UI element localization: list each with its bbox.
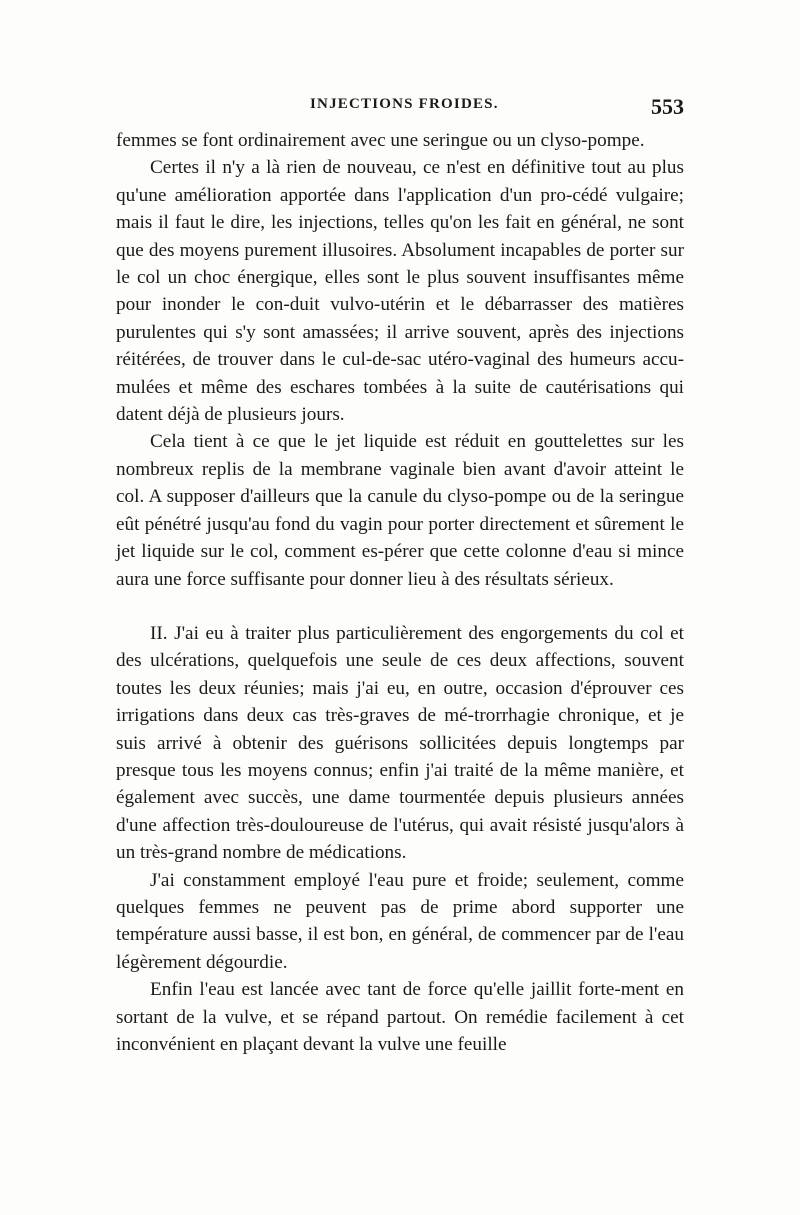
paragraph-3: Cela tient à ce que le jet liquide est réduit en gouttelettes sur les nombreux replis de la membrane vaginale bien avant d'avoir atteint le col. A supposer d'ailleurs que la canule du clyso-pompe ou de la seringue eût pénétré jusqu'au fond du vagin pour porter directement et sûrement le jet liquide sur le col, comment es-pérer que cette colonne d'eau si mince aura une force suffisante pour donner lieu à des résultats sérieux.	[116, 431, 684, 590]
paragraph-5: J'ai constamment employé l'eau pure et froide; seulement, comme quelques femmes ne peuvent pas de prime abord supporter une température aussi basse, il est bon, en général, de commencer par de l'eau légèrement dégourdie.	[116, 869, 684, 973]
section-break	[116, 593, 684, 620]
running-title: INJECTIONS FROIDES.	[310, 96, 499, 112]
page-number: 553	[651, 94, 684, 119]
body-text	[116, 127, 684, 1058]
running-header	[116, 96, 684, 120]
paragraph-6: Enfin l'eau est lancée avec tant de force qu'elle jaillit forte-ment en sortant de la vulve, et se répand partout. On remédie facilement à cet inconvénient en plaçant devant la vulve une feuille	[116, 979, 684, 1055]
paragraph-2: Certes il n'y a là rien de nouveau, ce n'est en définitive tout au plus qu'une amélioration apportée dans l'application d'un pro-cédé vulgaire; mais il faut le dire, les injections, telles qu'on les fait en général, ne sont que des moyens purement illusoires. Absolument incapables de porter sur le col un choc énergique, elles sont le plus souvent insuffisantes même pour inonder le con-duit vulvo-utérin et le débarrasser des matières purulentes qui s'y sont amassées; il arrive souvent, après des injections réitérées, de trouver dans le cul-de-sac utéro-vaginal des humeurs accu-mulées et même des eschares tombées à la suite de cautérisations qui datent déjà de plusieurs jours.	[116, 157, 684, 426]
paragraph-1: femmes se font ordinairement avec une seringue ou un clyso-pompe.	[116, 130, 645, 151]
paragraph-4: II. J'ai eu à traiter plus particulièrement des engorgements du col et des ulcérations, quelquefois une seule de ces deux affections, souvent toutes les deux réunies; mais j'ai eu, en outre, occasion d'éprouver ces irrigations dans deux cas très-graves de mé-trorrhagie chronique, et je suis arrivé à obtenir des guérisons sollicitées depuis longtemps par presque tous les moyens connus; enfin j'ai traité de la même manière, et également avec succès, une dame tourmentée depuis plusieurs années d'une affection très-douloureuse de l'utérus, qui avait résisté jusqu'alors à un très-grand nombre de médications.	[116, 622, 684, 864]
